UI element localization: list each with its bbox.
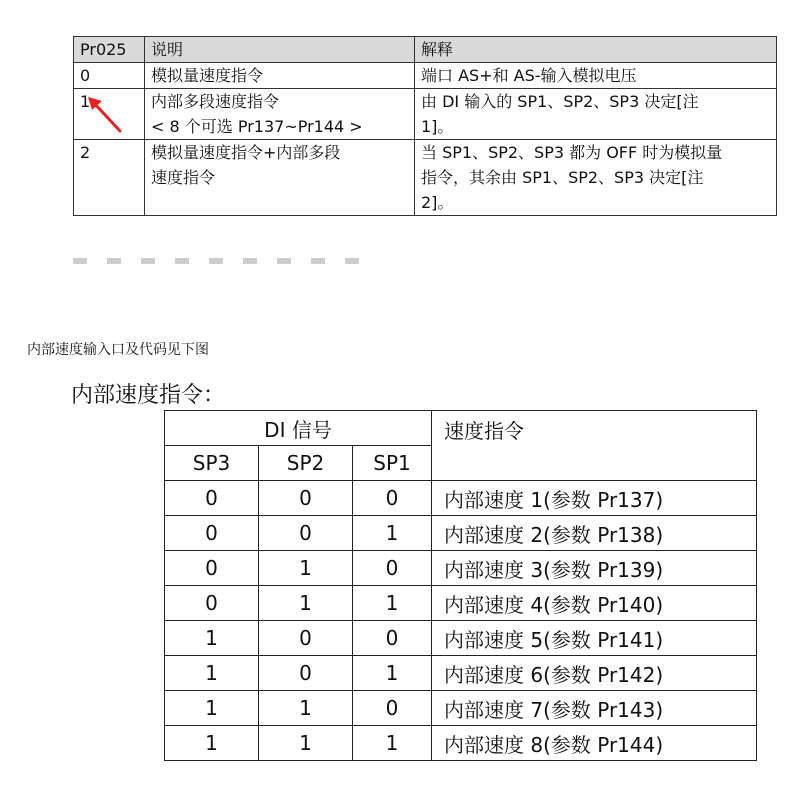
row-description [145,89,415,140]
explanation-line: 2]。 [421,193,454,212]
description-line: < 8 个可选 Pr137~Pr144 > [151,117,363,136]
row-value: 2 [74,140,145,216]
sp1-cell: 0 [353,691,432,726]
row-value: 0 [74,63,145,89]
sp3-cell: 0 [165,551,259,586]
table-row [165,656,757,691]
table-row [165,586,757,621]
sp3-cell: 0 [165,586,259,621]
header-explanation: 解释 [415,37,777,63]
sp3-cell: 1 [165,656,259,691]
sp1-cell: 0 [353,481,432,516]
explanation-line: 1]。 [421,117,454,136]
sp2-cell: 0 [259,621,353,656]
row-value-cell [74,89,145,140]
description-line: 内部多段速度指令 [151,92,280,111]
table-row [74,89,777,140]
speed-command-cell: 内部速度 3(参数 Pr139) [432,551,757,586]
caption-text: 内部速度输入口及代码见下图 [27,342,209,358]
speed-header-row [165,411,757,446]
sp2-cell: 1 [259,726,353,761]
sp2-cell: 1 [259,691,353,726]
speed-command-cell: 内部速度 6(参数 Pr142) [432,656,757,691]
speed-command-cell: 内部速度 8(参数 Pr144) [432,726,757,761]
table-row [165,691,757,726]
row-value: 1 [80,92,91,111]
pr025-header-row [74,37,777,63]
speed-command-header: 速度指令 [432,411,757,481]
sp1-header: SP1 [353,446,432,481]
sp3-header: SP3 [165,446,259,481]
sp3-cell: 1 [165,621,259,656]
sp1-cell: 1 [353,516,432,551]
explanation-line: 由 DI 输入的 SP1、SP2、SP3 决定[注 [421,92,699,111]
sp1-cell: 0 [353,621,432,656]
sp1-cell: 1 [353,656,432,691]
red-arrow-icon [86,95,126,137]
row-explanation [415,140,777,216]
row-explanation [415,63,777,89]
section-heading: 内部速度指令： [71,383,226,408]
header-description: 说明 [145,37,415,63]
sp2-cell: 0 [259,481,353,516]
speed-command-cell: 内部速度 4(参数 Pr140) [432,586,757,621]
header-pr025: Pr025 [74,37,145,63]
sp1-cell: 1 [353,726,432,761]
sp3-cell: 0 [165,516,259,551]
description-line: 模拟量速度指令 [151,66,264,85]
sp3-cell: 1 [165,691,259,726]
sp1-cell: 0 [353,551,432,586]
sp3-cell: 0 [165,481,259,516]
di-signal-header: DI 信号 [165,411,432,446]
row-description [145,140,415,216]
internal-speed-table [164,410,757,761]
table-row [74,140,777,216]
table-row [165,551,757,586]
sp2-cell: 1 [259,586,353,621]
sp2-header: SP2 [259,446,353,481]
table-row [165,621,757,656]
speed-command-cell: 内部速度 2(参数 Pr138) [432,516,757,551]
sp2-cell: 0 [259,656,353,691]
speed-command-cell: 内部速度 7(参数 Pr143) [432,691,757,726]
description-line: 模拟量速度指令+内部多段 [151,143,341,162]
explanation-line: 端口 AS+和 AS-输入模拟电压 [421,66,637,85]
cropped-text-fragment [73,258,373,264]
sp1-cell: 1 [353,586,432,621]
row-description [145,63,415,89]
row-explanation [415,89,777,140]
explanation-line: 指令，其余由 SP1、SP2、SP3 决定[注 [421,168,704,187]
table-row [165,481,757,516]
sp2-cell: 0 [259,516,353,551]
table-row [165,516,757,551]
sp2-cell: 1 [259,551,353,586]
explanation-line: 当 SP1、SP2、SP3 都为 OFF 时为模拟量 [421,143,723,162]
sp3-cell: 1 [165,726,259,761]
description-line: 速度指令 [151,168,216,187]
speed-command-cell: 内部速度 5(参数 Pr141) [432,621,757,656]
table-row [165,726,757,761]
table-row [74,63,777,89]
speed-command-cell: 内部速度 1(参数 Pr137) [432,481,757,516]
pr025-table [73,36,777,216]
speed-rows [165,481,757,761]
